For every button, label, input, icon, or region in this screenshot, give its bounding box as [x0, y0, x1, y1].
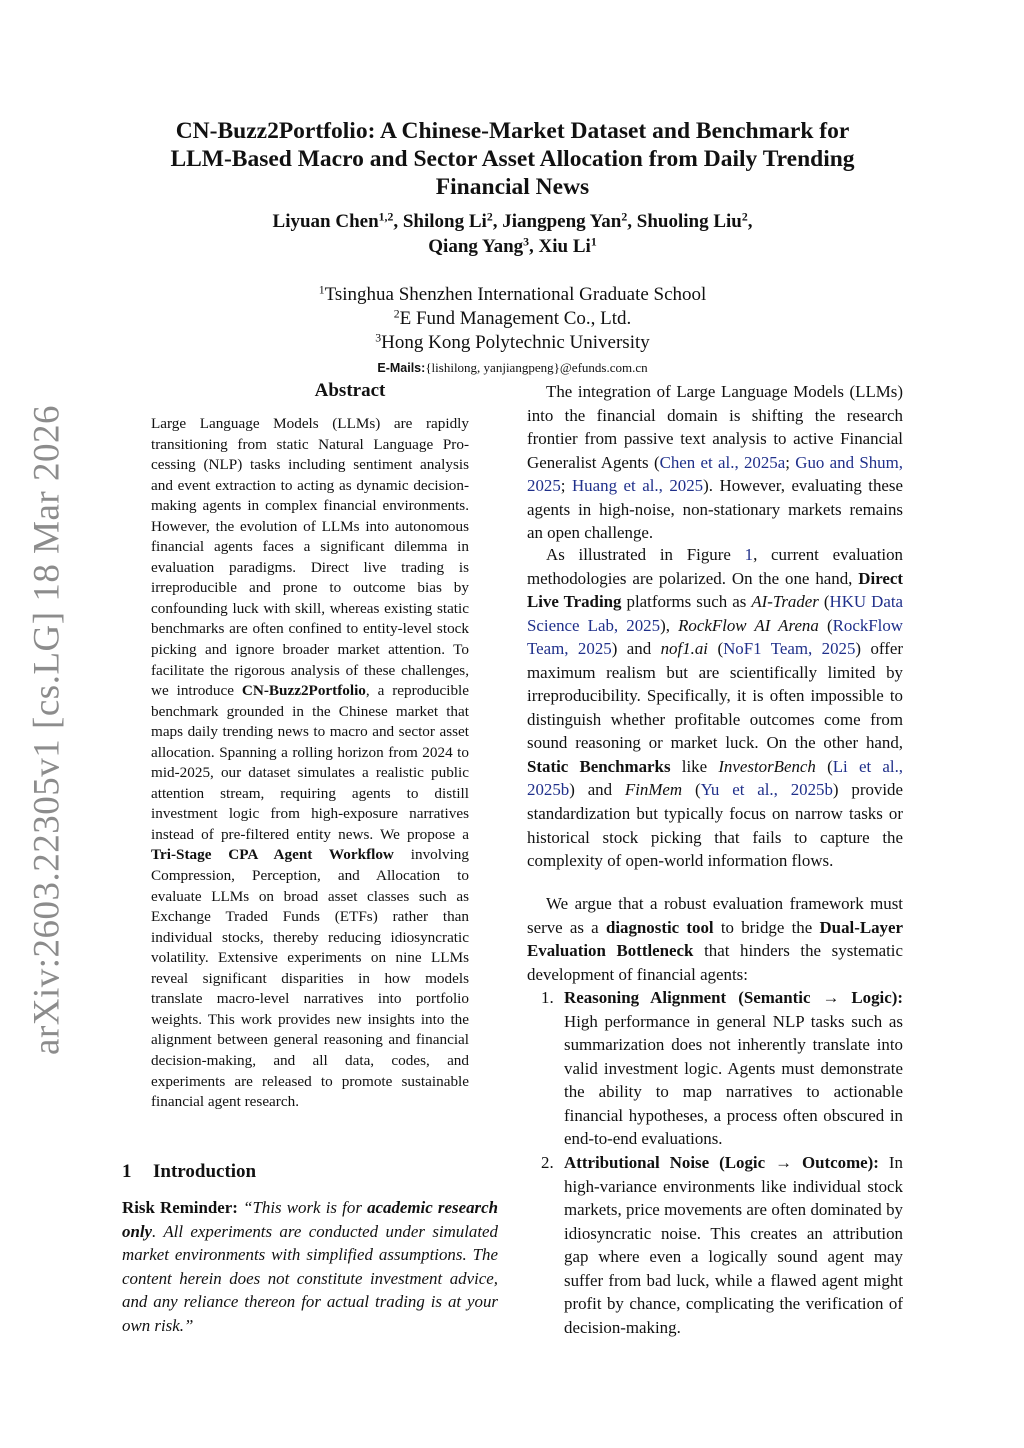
citation-link[interactable]: Huang et al., 2025: [571, 476, 704, 496]
dataset-name: CN-Buzz2Portfolio: [241, 682, 366, 700]
citation-link[interactable]: Guo and Shum, 2025: [527, 452, 903, 496]
citation-link[interactable]: Chen et al., 2025a: [659, 452, 786, 472]
author-name: Jiangpeng Yan: [502, 211, 622, 232]
author-name: Shuoling Liu: [636, 211, 742, 232]
risk-reminder: Risk Reminder: “This work is for academic research only. All experiments are conducted under simulated market environments with simplified assumptions. The content herein does not constitute investment advice, and any reliance thereon for actual trading is at your own risk.”: [122, 1198, 498, 1335]
section-number: 1: [122, 1161, 132, 1182]
list-item: 1. Reasoning Alignment (Semantic → Logic): High performance in general NLP tasks such as summarization does not inherently translate into valid investment logic. Agents must demonstrate the ability to map narratives to actionable financial hypotheses, a process often obscured in end-to-end evaluations.: [541, 988, 903, 1149]
author-list: [140, 209, 885, 259]
citation-link[interactable]: RockFlow Team, 2025: [527, 615, 903, 659]
citation-link[interactable]: NoF1 Team, 2025: [723, 639, 856, 659]
citation-link[interactable]: Yu et al., 2025b: [700, 780, 833, 800]
arxiv-identifier: [26, 405, 68, 1055]
title-line: LLM-Based Macro and Sector Asset Allocation from Daily Trending: [170, 146, 855, 172]
abstract-body: Large Language Models (LLMs) are rapidly transitioning from static Natural Language Processing (NLP) tasks including sentiment analysis and event extraction to acting as dynamic decision-making agents in complex financial environments. However, the evolution of LLMs into autonomous financial agents faces a significant dilemma in evaluation paradigms. Direct live trading is irreproducible and prone to outcome bias by confounding luck with skill, whereas existing static benchmarks are often confined to entity-level stock picking and ignore broader market attention. To facilitate the rigorous analysis of these challenges, we introduce CN-Buzz2Portfolio, a reproducible benchmark grounded in the Chinese market that maps daily trending news to macro and sector asset allocation. Spanning a rolling horizon from 2024 to mid-2025, our dataset simulates a realistic public attention stream, requiring agents to distill investment logic from high-exposure narratives instead of pre-filtered entity news. We propose a Tri-Stage CPA Agent Workflow involving Compression, Perception, and Allocation to evaluate LLMs on broad asset classes such as Exchange Traded Funds (ETFs) rather than individual stocks, thereby reducing idiosyncratic volatility. Extensive experiments on nine LLMs reveal significant disparities in how models translate macro-level narratives into portfolio weights. This work provides new insights into the alignment between general reasoning and financial decision-making, and all data, codes, and experiments are released to promote sustainable financial agent research.: [151, 415, 469, 1111]
figure-link[interactable]: 1: [744, 545, 754, 564]
section-title: Introduction: [153, 1161, 257, 1182]
intro-paragraph: We argue that a robust evaluation framework must serve as a diagnostic tool to bridge the Dual-Layer Evaluation Bottleneck that hinders the systematic development of financial agents: 1. Reasoning Alignment (Semantic → Logic): High performance in general NLP tasks such as summarization does not inherently translate into valid investment logic. Agents must demonstrate the ability to map narratives to actionable financial hypotheses, a process often obscured in end-to-end evaluations. 2. Attributional Noise (Logic → Outcome): In high-variance environments like individual stock markets, price movements are often dominated by idiosyncratic noise. This creates an attribution gap where even a logically sound agent may suffer from bad luck, while a flawed agent might profit by chance, complicating the verification of decision-making.: [527, 892, 903, 1339]
section-heading-introduction: [122, 1160, 256, 1184]
author-affil-mark: 1,2: [378, 210, 394, 224]
author-name: Liyuan Chen: [272, 211, 379, 232]
title-line: Financial News: [435, 174, 590, 200]
list-item: 2. Attributional Noise (Logic → Outcome): In high-variance environments like individual stock markets, price movements are often dominated by idiosyncratic noise. This creates an attribution gap where even a logically sound agent may suffer from bad luck, while a flawed agent might profit by chance, complicating the verification of decision-making.: [541, 1153, 903, 1337]
paper-title: [140, 117, 885, 201]
affiliation: $^3$Hong Kong Polytechnic University: [375, 331, 650, 353]
author-affil-mark: 1: [590, 235, 597, 249]
affiliation-list: [140, 283, 885, 355]
author-name: Shilong Li: [402, 211, 487, 232]
author-affil-mark: 2: [486, 210, 493, 224]
abstract-heading: Abstract: [314, 380, 386, 401]
author-affil-mark: 3: [523, 235, 530, 249]
email-line: [140, 360, 885, 376]
citation-link[interactable]: HKU Data Science Lab, 2025: [527, 592, 904, 635]
email-label: E-Mails:: [377, 361, 426, 375]
author-line: Liyuan Chen$^{1,2}$, Shilong Li$^2$, Jiangpeng Yan$^2$, Shuoling Liu$^2$,: [272, 210, 753, 232]
author-affil-mark: 2: [741, 210, 748, 224]
bottleneck-list: [527, 986, 903, 1339]
author-name: Qiang Yang: [428, 236, 524, 257]
list-number: 1.: [541, 988, 554, 1008]
affiliation: $^2$E Fund Management Co., Ltd.: [393, 307, 632, 329]
affiliation: $^1$Tsinghua Shenzhen International Graduate School: [318, 283, 707, 305]
intro-paragraph: The integration of Large Language Models (LLMs) into the financial domain is shifting the research frontier from passive text analysis to active Financial Generalist Agents (Chen et al., 2025a; Guo and Shum, 2025; Huang et al., 2025). However, evaluating these agents in high-noise, non-stationary markets remains an open challenge.: [527, 382, 903, 543]
intro-paragraph: As illustrated in Figure 1, current evaluation methodologies are polarized. On the one hand, Direct Live Trading platforms such as AI-Trader (HKU Data Science Lab, 2025), RockFlow AI Arena (RockFlow Team, 2025) and nof1.ai (NoF1 Team, 2025) offer maximum realism but are scientifically limited by irreproducibility. Specifically, it is often impossible to distinguish whether profitable outcomes come from sound reasoning or market luck. On the other hand, Static Benchmarks like InvestorBench (Li et al., 2025b) and FinMem (Yu et al., 2025b) provide standardization but typically focus on narrow tasks or historical stock picking that fails to capture the complexity of open-world information flows.: [527, 545, 904, 871]
author-line: Qiang Yang$^3$, Xiu Li$^1$: [428, 235, 597, 257]
author-name: Xiu Li: [538, 236, 591, 257]
workflow-name: Tri-Stage CPA Agent Workflow: [151, 846, 394, 864]
risk-label: Risk Reminder:: [122, 1198, 238, 1217]
author-affil-mark: 2: [621, 210, 628, 224]
list-number: 2.: [541, 1153, 554, 1173]
email-address[interactable]: {lishilong, yanjiangpeng}@efunds.com.cn: [425, 360, 648, 375]
title-line: CN-Buzz2Portfolio: A Chinese-Market Dataset and Benchmark for: [175, 118, 850, 144]
citation-link[interactable]: Li et al., 2025b: [527, 756, 904, 800]
arxiv-identifier-text: arXiv:2603.22305v1 [cs.LG] 18 Mar 2026: [26, 405, 68, 1055]
